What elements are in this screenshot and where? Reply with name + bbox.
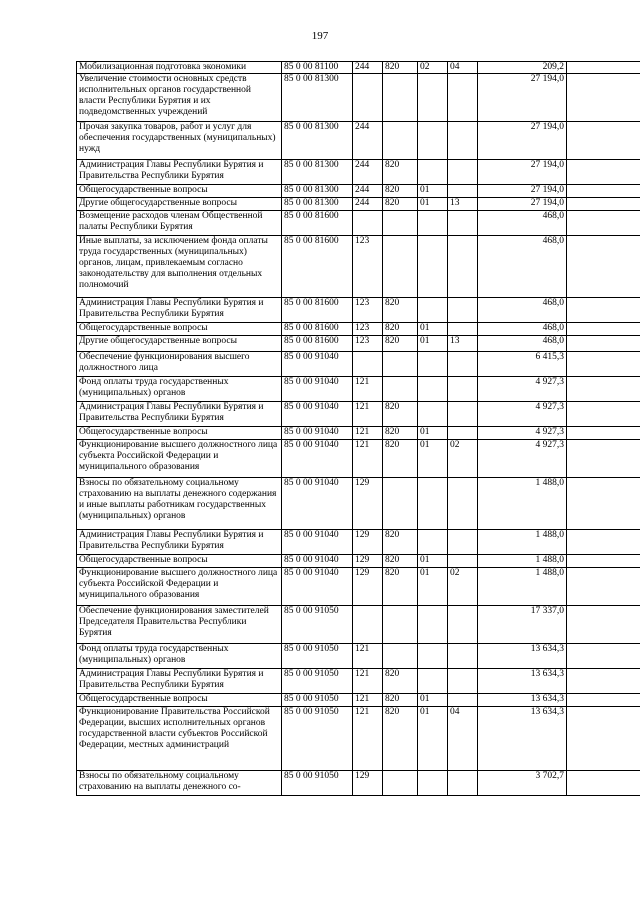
expense-type-cell bbox=[353, 74, 383, 122]
subsection-cell bbox=[448, 122, 478, 160]
page-number: 197 bbox=[311, 30, 329, 42]
budget-manager-cell: 820 bbox=[383, 402, 418, 427]
section-cell bbox=[418, 298, 448, 323]
budget-manager-cell bbox=[383, 377, 418, 402]
section-cell bbox=[418, 478, 448, 530]
section-cell: 01 bbox=[418, 185, 448, 198]
target-article-cell: 85 0 00 91050 bbox=[282, 707, 353, 771]
target-article-cell: 85 0 00 81100 bbox=[282, 62, 353, 74]
table-row bbox=[77, 236, 640, 298]
expense-type-cell: 244 bbox=[353, 62, 383, 74]
amount-cell: 3 702,7 bbox=[478, 771, 567, 796]
amount-cell: 1 488,0 bbox=[478, 568, 567, 606]
table-row bbox=[77, 298, 640, 323]
row-name-cell: Администрация Главы Республики Бурятия и Правительства Республики Бурятия bbox=[77, 298, 282, 323]
target-article-cell: 85 0 00 81600 bbox=[282, 236, 353, 298]
expense-type-cell: 121 bbox=[353, 440, 383, 478]
table-row bbox=[77, 377, 640, 402]
target-article-cell: 85 0 00 81600 bbox=[282, 211, 353, 236]
row-name-cell: Обеспечение функционирования высшего должностного лица bbox=[77, 352, 282, 377]
section-cell: 01 bbox=[418, 440, 448, 478]
table-row bbox=[77, 440, 640, 478]
extra-cell bbox=[567, 122, 640, 160]
section-cell: 01 bbox=[418, 336, 448, 352]
target-article-cell: 85 0 00 91040 bbox=[282, 440, 353, 478]
subsection-cell bbox=[448, 555, 478, 568]
amount-cell: 1 488,0 bbox=[478, 530, 567, 555]
target-article-cell: 85 0 00 81300 bbox=[282, 160, 353, 185]
row-name-cell: Увеличение стоимости основных средств исполнительных органов государственной власти Республики Бурятия и их подведомственных учреждений bbox=[77, 74, 282, 122]
section-cell bbox=[418, 530, 448, 555]
amount-cell: 27 194,0 bbox=[478, 198, 567, 211]
budget-manager-cell: 820 bbox=[383, 530, 418, 555]
extra-cell bbox=[567, 644, 640, 669]
table-row bbox=[77, 74, 640, 122]
table-row bbox=[77, 160, 640, 185]
target-article-cell: 85 0 00 91040 bbox=[282, 530, 353, 555]
extra-cell bbox=[567, 74, 640, 122]
section-cell bbox=[418, 402, 448, 427]
amount-cell: 17 337,0 bbox=[478, 606, 567, 644]
subsection-cell: 04 bbox=[448, 62, 478, 74]
target-article-cell: 85 0 00 81300 bbox=[282, 122, 353, 160]
table-row bbox=[77, 122, 640, 160]
budget-table bbox=[76, 61, 640, 796]
row-name-cell: Взносы по обязательному социальному страхованию на выплаты денежного содержания и иные выплаты работникам государственных (муниципальных) органов bbox=[77, 478, 282, 530]
section-cell bbox=[418, 236, 448, 298]
row-name-cell: Функционирование высшего должностного лица субъекта Российской Федерации и муниципального образования bbox=[77, 440, 282, 478]
section-cell bbox=[418, 211, 448, 236]
amount-cell: 4 927,3 bbox=[478, 440, 567, 478]
extra-cell bbox=[567, 694, 640, 707]
row-name-cell: Мобилизационная подготовка экономики bbox=[77, 62, 282, 74]
target-article-cell: 85 0 00 91040 bbox=[282, 478, 353, 530]
extra-cell bbox=[567, 478, 640, 530]
amount-cell: 1 488,0 bbox=[478, 478, 567, 530]
section-cell: 02 bbox=[418, 62, 448, 74]
table-row bbox=[77, 352, 640, 377]
extra-cell bbox=[567, 211, 640, 236]
extra-cell bbox=[567, 555, 640, 568]
expense-type-cell: 129 bbox=[353, 555, 383, 568]
subsection-cell bbox=[448, 74, 478, 122]
expense-type-cell: 123 bbox=[353, 323, 383, 336]
budget-manager-cell: 820 bbox=[383, 707, 418, 771]
amount-cell: 27 194,0 bbox=[478, 122, 567, 160]
extra-cell bbox=[567, 62, 640, 74]
subsection-cell: 02 bbox=[448, 568, 478, 606]
row-name-cell: Прочая закупка товаров, работ и услуг для обеспечения государственных (муниципальных) нужд bbox=[77, 122, 282, 160]
budget-manager-cell: 820 bbox=[383, 160, 418, 185]
table-row bbox=[77, 402, 640, 427]
expense-type-cell bbox=[353, 352, 383, 377]
budget-manager-cell: 820 bbox=[383, 555, 418, 568]
expense-type-cell: 123 bbox=[353, 298, 383, 323]
expense-type-cell: 244 bbox=[353, 122, 383, 160]
row-name-cell: Функционирование Правительства Российской Федерации, высших исполнительных органов государственной власти субъектов Российской Федерации, местных администраций bbox=[77, 707, 282, 771]
section-cell bbox=[418, 669, 448, 694]
budget-manager-cell: 820 bbox=[383, 62, 418, 74]
section-cell: 01 bbox=[418, 568, 448, 606]
extra-cell bbox=[567, 236, 640, 298]
extra-cell bbox=[567, 377, 640, 402]
expense-type-cell: 121 bbox=[353, 402, 383, 427]
amount-cell: 4 927,3 bbox=[478, 402, 567, 427]
subsection-cell: 02 bbox=[448, 440, 478, 478]
extra-cell bbox=[567, 198, 640, 211]
subsection-cell bbox=[448, 352, 478, 377]
subsection-cell bbox=[448, 298, 478, 323]
expense-type-cell: 121 bbox=[353, 694, 383, 707]
budget-manager-cell bbox=[383, 236, 418, 298]
extra-cell bbox=[567, 402, 640, 427]
budget-manager-cell: 820 bbox=[383, 298, 418, 323]
amount-cell: 468,0 bbox=[478, 298, 567, 323]
expense-type-cell: 121 bbox=[353, 377, 383, 402]
extra-cell bbox=[567, 707, 640, 771]
subsection-cell: 13 bbox=[448, 336, 478, 352]
target-article-cell: 85 0 00 91040 bbox=[282, 402, 353, 427]
row-name-cell: Другие общегосударственные вопросы bbox=[77, 336, 282, 352]
row-name-cell: Возмещение расходов членам Общественной палаты Республики Бурятия bbox=[77, 211, 282, 236]
subsection-cell bbox=[448, 160, 478, 185]
budget-table-body bbox=[77, 62, 640, 796]
row-name-cell: Общегосударственные вопросы bbox=[77, 323, 282, 336]
target-article-cell: 85 0 00 91040 bbox=[282, 352, 353, 377]
table-row bbox=[77, 694, 640, 707]
extra-cell bbox=[567, 185, 640, 198]
target-article-cell: 85 0 00 81600 bbox=[282, 323, 353, 336]
target-article-cell: 85 0 00 91050 bbox=[282, 669, 353, 694]
expense-type-cell: 129 bbox=[353, 530, 383, 555]
target-article-cell: 85 0 00 91050 bbox=[282, 644, 353, 669]
section-cell: 01 bbox=[418, 427, 448, 440]
budget-manager-cell bbox=[383, 606, 418, 644]
extra-cell bbox=[567, 440, 640, 478]
section-cell: 01 bbox=[418, 198, 448, 211]
budget-manager-cell: 820 bbox=[383, 185, 418, 198]
budget-manager-cell bbox=[383, 771, 418, 796]
extra-cell bbox=[567, 323, 640, 336]
amount-cell: 1 488,0 bbox=[478, 555, 567, 568]
subsection-cell bbox=[448, 211, 478, 236]
row-name-cell: Фонд оплаты труда государственных (муниципальных) органов bbox=[77, 377, 282, 402]
section-cell bbox=[418, 122, 448, 160]
section-cell: 01 bbox=[418, 555, 448, 568]
target-article-cell: 85 0 00 91040 bbox=[282, 377, 353, 402]
table-row bbox=[77, 568, 640, 606]
extra-cell bbox=[567, 352, 640, 377]
section-cell bbox=[418, 771, 448, 796]
row-name-cell: Администрация Главы Республики Бурятия и Правительства Республики Бурятия bbox=[77, 402, 282, 427]
expense-type-cell: 129 bbox=[353, 771, 383, 796]
budget-manager-cell: 820 bbox=[383, 669, 418, 694]
subsection-cell bbox=[448, 427, 478, 440]
section-cell: 01 bbox=[418, 707, 448, 771]
amount-cell: 209,2 bbox=[478, 62, 567, 74]
subsection-cell bbox=[448, 606, 478, 644]
row-name-cell: Общегосударственные вопросы bbox=[77, 694, 282, 707]
section-cell bbox=[418, 74, 448, 122]
budget-manager-cell bbox=[383, 211, 418, 236]
amount-cell: 468,0 bbox=[478, 336, 567, 352]
extra-cell bbox=[567, 160, 640, 185]
table-row bbox=[77, 771, 640, 796]
expense-type-cell: 121 bbox=[353, 707, 383, 771]
expense-type-cell: 123 bbox=[353, 336, 383, 352]
section-cell: 01 bbox=[418, 323, 448, 336]
table-row bbox=[77, 478, 640, 530]
section-cell bbox=[418, 377, 448, 402]
row-name-cell: Фонд оплаты труда государственных (муниципальных) органов bbox=[77, 644, 282, 669]
target-article-cell: 85 0 00 91050 bbox=[282, 694, 353, 707]
table-row bbox=[77, 323, 640, 336]
table-row bbox=[77, 669, 640, 694]
section-cell bbox=[418, 352, 448, 377]
subsection-cell bbox=[448, 236, 478, 298]
expense-type-cell: 123 bbox=[353, 236, 383, 298]
amount-cell: 27 194,0 bbox=[478, 185, 567, 198]
extra-cell bbox=[567, 568, 640, 606]
section-cell: 01 bbox=[418, 694, 448, 707]
amount-cell: 468,0 bbox=[478, 211, 567, 236]
expense-type-cell bbox=[353, 606, 383, 644]
subsection-cell bbox=[448, 644, 478, 669]
budget-manager-cell: 820 bbox=[383, 440, 418, 478]
row-name-cell: Обеспечение функционирования заместителей Председателя Правительства Республики Бурятия bbox=[77, 606, 282, 644]
section-cell bbox=[418, 160, 448, 185]
amount-cell: 4 927,3 bbox=[478, 427, 567, 440]
table-row bbox=[77, 427, 640, 440]
target-article-cell: 85 0 00 81300 bbox=[282, 74, 353, 122]
amount-cell: 468,0 bbox=[478, 236, 567, 298]
budget-manager-cell: 820 bbox=[383, 694, 418, 707]
target-article-cell: 85 0 00 91040 bbox=[282, 427, 353, 440]
subsection-cell bbox=[448, 402, 478, 427]
extra-cell bbox=[567, 427, 640, 440]
amount-cell: 6 415,3 bbox=[478, 352, 567, 377]
target-article-cell: 85 0 00 91050 bbox=[282, 606, 353, 644]
budget-manager-cell: 820 bbox=[383, 336, 418, 352]
budget-manager-cell bbox=[383, 352, 418, 377]
target-article-cell: 85 0 00 81600 bbox=[282, 336, 353, 352]
amount-cell: 13 634,3 bbox=[478, 707, 567, 771]
subsection-cell bbox=[448, 478, 478, 530]
expense-type-cell: 121 bbox=[353, 427, 383, 440]
subsection-cell bbox=[448, 530, 478, 555]
row-name-cell: Функционирование высшего должностного лица субъекта Российской Федерации и муниципального образования bbox=[77, 568, 282, 606]
budget-manager-cell: 820 bbox=[383, 323, 418, 336]
extra-cell bbox=[567, 530, 640, 555]
amount-cell: 468,0 bbox=[478, 323, 567, 336]
row-name-cell: Администрация Главы Республики Бурятия и Правительства Республики Бурятия bbox=[77, 160, 282, 185]
target-article-cell: 85 0 00 91050 bbox=[282, 771, 353, 796]
row-name-cell: Администрация Главы Республики Бурятия и Правительства Республики Бурятия bbox=[77, 530, 282, 555]
budget-manager-cell: 820 bbox=[383, 427, 418, 440]
table-row bbox=[77, 211, 640, 236]
row-name-cell: Иные выплаты, за исключением фонда оплаты труда государственных (муниципальных) органов, лицам, привлекаемым согласно законодательству для выполнения отдельных полномочий bbox=[77, 236, 282, 298]
expense-type-cell: 129 bbox=[353, 568, 383, 606]
expense-type-cell: 121 bbox=[353, 669, 383, 694]
amount-cell: 4 927,3 bbox=[478, 377, 567, 402]
extra-cell bbox=[567, 606, 640, 644]
expense-type-cell: 244 bbox=[353, 185, 383, 198]
table-row bbox=[77, 555, 640, 568]
row-name-cell: Общегосударственные вопросы bbox=[77, 185, 282, 198]
row-name-cell: Другие общегосударственные вопросы bbox=[77, 198, 282, 211]
table-row bbox=[77, 185, 640, 198]
row-name-cell: Администрация Главы Республики Бурятия и Правительства Республики Бурятия bbox=[77, 669, 282, 694]
subsection-cell: 13 bbox=[448, 198, 478, 211]
row-name-cell: Общегосударственные вопросы bbox=[77, 555, 282, 568]
expense-type-cell: 244 bbox=[353, 198, 383, 211]
subsection-cell bbox=[448, 185, 478, 198]
table-row bbox=[77, 707, 640, 771]
table-row bbox=[77, 336, 640, 352]
row-name-cell: Взносы по обязательному социальному страхованию на выплаты денежного со- bbox=[77, 771, 282, 796]
amount-cell: 13 634,3 bbox=[478, 694, 567, 707]
extra-cell bbox=[567, 336, 640, 352]
subsection-cell: 04 bbox=[448, 707, 478, 771]
budget-manager-cell bbox=[383, 644, 418, 669]
target-article-cell: 85 0 00 81300 bbox=[282, 185, 353, 198]
subsection-cell bbox=[448, 694, 478, 707]
target-article-cell: 85 0 00 81300 bbox=[282, 198, 353, 211]
table-row bbox=[77, 62, 640, 74]
section-cell bbox=[418, 644, 448, 669]
budget-manager-cell bbox=[383, 74, 418, 122]
target-article-cell: 85 0 00 91040 bbox=[282, 568, 353, 606]
amount-cell: 27 194,0 bbox=[478, 74, 567, 122]
table-row bbox=[77, 530, 640, 555]
subsection-cell bbox=[448, 771, 478, 796]
target-article-cell: 85 0 00 91040 bbox=[282, 555, 353, 568]
expense-type-cell bbox=[353, 211, 383, 236]
expense-type-cell: 121 bbox=[353, 644, 383, 669]
extra-cell bbox=[567, 771, 640, 796]
extra-cell bbox=[567, 298, 640, 323]
amount-cell: 13 634,3 bbox=[478, 644, 567, 669]
table-row bbox=[77, 606, 640, 644]
section-cell bbox=[418, 606, 448, 644]
expense-type-cell: 129 bbox=[353, 478, 383, 530]
table-row bbox=[77, 644, 640, 669]
row-name-cell: Общегосударственные вопросы bbox=[77, 427, 282, 440]
amount-cell: 13 634,3 bbox=[478, 669, 567, 694]
budget-manager-cell bbox=[383, 122, 418, 160]
subsection-cell bbox=[448, 377, 478, 402]
table-row bbox=[77, 198, 640, 211]
extra-cell bbox=[567, 669, 640, 694]
target-article-cell: 85 0 00 81600 bbox=[282, 298, 353, 323]
subsection-cell bbox=[448, 323, 478, 336]
expense-type-cell: 244 bbox=[353, 160, 383, 185]
budget-manager-cell: 820 bbox=[383, 568, 418, 606]
amount-cell: 27 194,0 bbox=[478, 160, 567, 185]
subsection-cell bbox=[448, 669, 478, 694]
budget-manager-cell bbox=[383, 478, 418, 530]
budget-manager-cell: 820 bbox=[383, 198, 418, 211]
